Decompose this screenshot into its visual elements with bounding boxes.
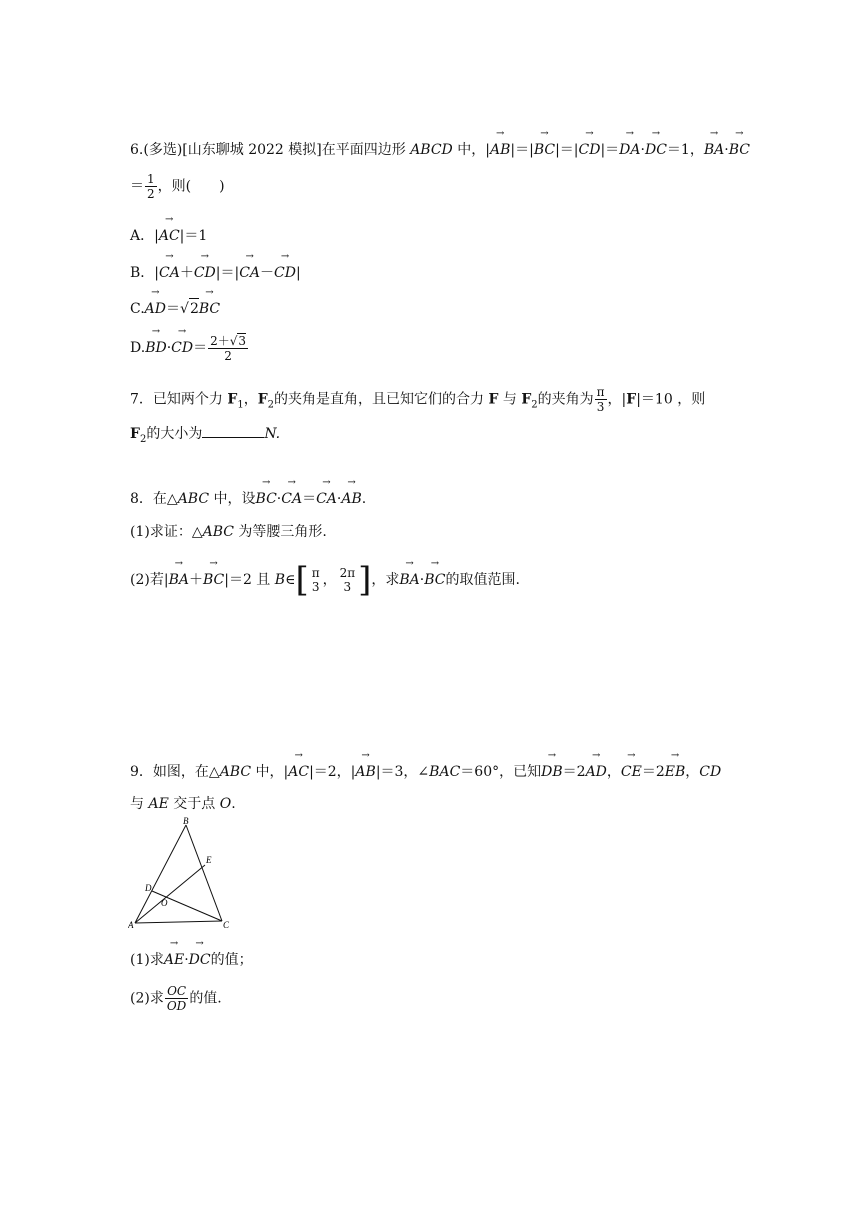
triangle-figure bbox=[128, 815, 238, 930]
dot: · bbox=[166, 340, 172, 356]
dot: · bbox=[724, 142, 729, 158]
side-AC bbox=[135, 921, 222, 923]
vec-AB: → AB bbox=[355, 760, 375, 782]
opt-b-rest: | bbox=[295, 265, 301, 281]
force-F: F bbox=[488, 391, 499, 408]
frac-num-text: 2＋ bbox=[210, 334, 230, 348]
vec-DB: → DB bbox=[541, 760, 563, 782]
force-F: F bbox=[626, 391, 637, 408]
right-bracket: ] bbox=[358, 560, 372, 600]
sqrt-sign: √ bbox=[180, 301, 189, 317]
vec-AD: → AD bbox=[586, 760, 607, 782]
frac-num bbox=[208, 333, 248, 349]
minus: － bbox=[260, 265, 275, 281]
opt-c-eq: ＝ bbox=[166, 301, 181, 317]
vec-CD: → CD bbox=[274, 261, 296, 283]
force-F2: F bbox=[521, 391, 532, 408]
q7-text6: ，| bbox=[607, 391, 627, 408]
q9-p1a: (1)求 bbox=[130, 952, 164, 968]
q7-text10: N. bbox=[264, 426, 281, 442]
vec-DA: → DA bbox=[619, 138, 640, 160]
q8-p2f: 的取值范围. bbox=[445, 572, 520, 588]
q8-part1 bbox=[130, 522, 327, 542]
plus: ＋ bbox=[179, 265, 194, 281]
q7-text9: 的大小为 bbox=[146, 426, 203, 442]
segment-AE: AE bbox=[148, 796, 169, 812]
vec-BA: → BA bbox=[704, 138, 724, 160]
q9-p1b: 的值； bbox=[210, 952, 253, 968]
q6-option-c bbox=[130, 297, 220, 319]
vec-AB: → AB bbox=[341, 487, 361, 509]
q9-stem-line2 bbox=[130, 794, 236, 814]
q9-tri: ABC bbox=[219, 764, 252, 780]
frac-den: 3 bbox=[343, 580, 352, 594]
vec-CE: → CE bbox=[621, 760, 642, 782]
q9-line1f: ， bbox=[685, 764, 700, 780]
fraction-OC-OD bbox=[165, 984, 188, 1013]
q9-line1b: 中，| bbox=[251, 764, 289, 780]
q7-text3: 的夹角是直角，且已知它们的合力 bbox=[274, 391, 489, 408]
q6-quad: ABCD bbox=[410, 142, 453, 158]
bar-eq: |＝| bbox=[215, 265, 240, 281]
q6-option-b bbox=[130, 261, 301, 283]
q9-line1c: |＝2，| bbox=[309, 764, 356, 780]
sub-1: 1 bbox=[237, 399, 244, 411]
label-D: D bbox=[145, 883, 152, 893]
q9-p2a: (2)求 bbox=[130, 990, 164, 1007]
opt-b-label: B．| bbox=[130, 265, 160, 281]
left-bracket: [ bbox=[295, 560, 309, 600]
q6-stem-line1 bbox=[130, 138, 750, 160]
point-O: O bbox=[219, 796, 232, 812]
q9-stem-line1 bbox=[130, 760, 721, 782]
opt-d-label: D. bbox=[130, 340, 146, 356]
dot: · bbox=[640, 142, 645, 158]
sub-2: 2 bbox=[531, 399, 538, 411]
q7-text2: ， bbox=[243, 391, 258, 408]
q9-p2b: 的值. bbox=[189, 990, 222, 1007]
vec-BC: → BC bbox=[199, 297, 220, 319]
q9-line2c: . bbox=[231, 796, 236, 812]
sqrt-2: 2 bbox=[189, 298, 199, 319]
q8-stem bbox=[130, 487, 366, 509]
frac-num: 2π bbox=[339, 566, 356, 580]
vec-BA: → BA bbox=[169, 568, 189, 590]
vec-BC: → BC bbox=[256, 487, 277, 509]
force-F2: F bbox=[130, 426, 140, 442]
q8-p2e: ，求 bbox=[371, 572, 400, 588]
frac-den: 2 bbox=[147, 187, 155, 201]
q6-line2-eq: ＝ bbox=[130, 178, 144, 195]
q8-line1b: 中，设 bbox=[209, 491, 256, 507]
dot: · bbox=[419, 572, 425, 588]
fraction-pi-3 bbox=[595, 385, 607, 414]
comma: ， bbox=[606, 764, 621, 780]
frac-den: 3 bbox=[596, 400, 605, 414]
label-C: C bbox=[223, 920, 230, 930]
q8-p2d: ∈ bbox=[285, 572, 296, 588]
q9-eq2AD: ＝2 bbox=[562, 764, 586, 780]
force-F2: F bbox=[257, 391, 268, 408]
q7-text8: ，则 bbox=[677, 391, 706, 408]
vec-BC: → BC bbox=[424, 568, 445, 590]
q8-p1b: 为等腰三角形. bbox=[233, 524, 327, 540]
q9-eq2EB: ＝2 bbox=[641, 764, 665, 780]
label-E: E bbox=[206, 855, 212, 865]
q7-text4: 与 bbox=[498, 391, 522, 408]
q8-line1d: . bbox=[361, 491, 367, 507]
interval bbox=[295, 560, 372, 600]
fraction-half bbox=[145, 172, 157, 201]
segment-AE-line bbox=[135, 865, 205, 923]
q8-line1a: 8．在△ bbox=[130, 491, 178, 507]
angle-BAC: BAC bbox=[429, 764, 461, 780]
dot: · bbox=[336, 491, 342, 507]
answer-blank[interactable] bbox=[202, 424, 264, 438]
vec-AC: → AC bbox=[288, 760, 309, 782]
vec-AD: → AD bbox=[145, 297, 166, 319]
force-F1: F bbox=[227, 391, 238, 408]
q9-part1 bbox=[130, 948, 253, 970]
q8-p2c: |＝2 且 bbox=[224, 572, 275, 588]
fraction-d bbox=[208, 333, 248, 363]
vec-BA: → BA bbox=[399, 568, 419, 590]
opt-d-eq: ＝ bbox=[193, 340, 208, 356]
q7-text1: 7．已知两个力 bbox=[130, 391, 228, 408]
q6-prefix: 6.(多选)[山东聊城 2022 模拟]在平面四边形 bbox=[130, 142, 411, 158]
dot: · bbox=[184, 952, 189, 968]
q6-stem-line2 bbox=[130, 172, 225, 201]
q9-line1d: |＝3，∠ bbox=[375, 764, 430, 780]
frac-den: 3 bbox=[311, 580, 320, 594]
sub-2: 2 bbox=[139, 433, 147, 445]
angle-B: B bbox=[274, 572, 286, 588]
q8-p2b: ＋ bbox=[188, 572, 203, 588]
q8-tri: ABC bbox=[177, 491, 210, 507]
side-BC bbox=[186, 825, 222, 921]
frac-den: 2 bbox=[224, 349, 232, 363]
q8-tri: ABC bbox=[202, 524, 234, 540]
q7-stem-line2 bbox=[130, 424, 280, 450]
frac-num: π bbox=[311, 566, 320, 580]
q6-option-a bbox=[130, 224, 207, 246]
q9-line2b: 交于点 bbox=[168, 796, 220, 812]
vec-CD: → CD bbox=[579, 138, 601, 160]
vec-AE: → AE bbox=[164, 948, 184, 970]
q9-part2 bbox=[130, 984, 222, 1013]
vec-CA: → CA bbox=[159, 261, 180, 283]
q8-part2 bbox=[130, 560, 520, 600]
sqrt-3: 3 bbox=[238, 334, 247, 348]
vec-BC: → BC bbox=[203, 568, 224, 590]
opt-c-label: C. bbox=[130, 301, 145, 317]
q6-option-d bbox=[130, 333, 249, 363]
vec-BC: → BC bbox=[534, 138, 555, 160]
vec-AB: → AB bbox=[490, 138, 510, 160]
q9-line1a: 9．如图，在△ bbox=[130, 764, 220, 780]
vec-CA: → CA bbox=[281, 487, 302, 509]
q7-stem-line1 bbox=[130, 385, 705, 415]
vec-CA: → CA bbox=[316, 487, 337, 509]
comma: ， bbox=[322, 572, 337, 588]
q8-p1a: (1)求证：△ bbox=[130, 524, 203, 540]
vec-BD: → BD bbox=[145, 336, 167, 358]
side-AB bbox=[135, 825, 186, 923]
label-O: O bbox=[161, 898, 168, 908]
fraction-2pi-3 bbox=[338, 566, 358, 594]
sub-2: 2 bbox=[267, 399, 275, 411]
vec-CD: → CD bbox=[194, 261, 216, 283]
q9-line1e: ＝60°，已知 bbox=[460, 764, 542, 780]
q8-p2a: (2)若| bbox=[130, 572, 169, 588]
opt-a-rest: |＝1 bbox=[179, 228, 208, 244]
opt-a-label: A．| bbox=[130, 228, 159, 244]
frac-num: π bbox=[596, 385, 605, 399]
frac-den: OD bbox=[166, 999, 187, 1013]
vec-CD: → CD bbox=[171, 336, 193, 358]
sqrt-sign: √ bbox=[229, 334, 238, 348]
dot: · bbox=[276, 491, 282, 507]
frac-num: 1 bbox=[147, 172, 155, 186]
q9-line2a: 与 bbox=[130, 796, 149, 812]
q8-line1c: ＝ bbox=[302, 491, 317, 507]
fraction-pi-3 bbox=[310, 566, 322, 594]
vec-CA: → CA bbox=[239, 261, 260, 283]
q7-text5: 的夹角为 bbox=[537, 391, 594, 408]
segment-CD: CD bbox=[699, 764, 722, 780]
vec-DC: → DC bbox=[189, 948, 211, 970]
q6-eq3: |＝ bbox=[600, 142, 620, 158]
vec-DC: → DC bbox=[645, 138, 667, 160]
q6-eq1: |＝| bbox=[510, 142, 534, 158]
q7-text7: |＝10 bbox=[636, 391, 678, 408]
vec-EB: → EB bbox=[665, 760, 686, 782]
q6-eq4: ＝1， bbox=[666, 142, 704, 158]
q6-mid: 中，| bbox=[452, 142, 490, 158]
label-A: A bbox=[128, 920, 134, 930]
q6-then: ，则( ) bbox=[157, 178, 225, 195]
q6-eq2: |＝| bbox=[555, 142, 579, 158]
vec-AC: → AC bbox=[159, 224, 180, 246]
vec-BC: → BC bbox=[729, 138, 750, 160]
label-B: B bbox=[183, 816, 189, 826]
frac-num: OC bbox=[167, 984, 187, 998]
